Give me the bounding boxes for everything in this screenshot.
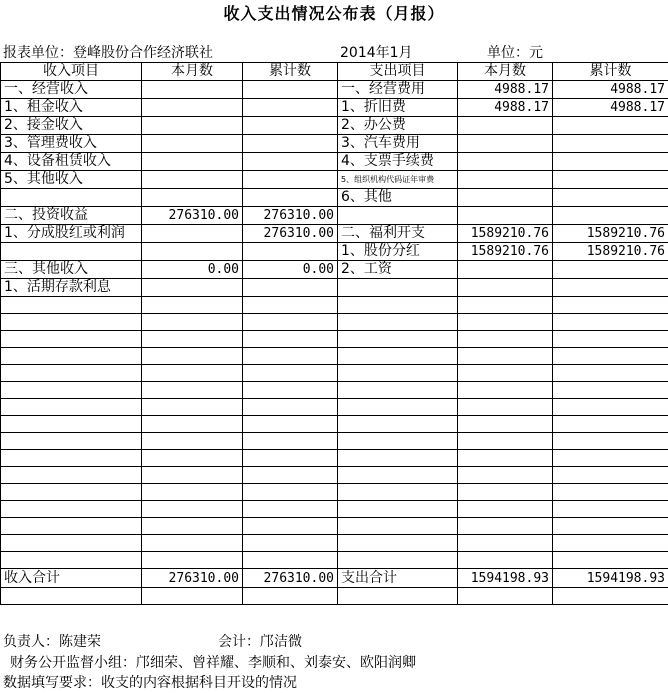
income-total-cell bbox=[243, 153, 338, 171]
fill-requirement-text: 数据填写要求：收支的内容根据科目开设的情况 bbox=[3, 673, 297, 693]
income-item-cell: 2、接金收入 bbox=[1, 117, 142, 135]
income-month-cell bbox=[142, 81, 243, 99]
expense-item-cell bbox=[338, 331, 458, 348]
page-title: 收入支出情况公布表（月报） bbox=[0, 0, 668, 28]
income-month-cell bbox=[142, 416, 243, 433]
income-item-cell bbox=[1, 450, 142, 467]
income-month-cell bbox=[142, 518, 243, 535]
income-total-cell: 276310.00 bbox=[243, 569, 338, 588]
expense-month-cell bbox=[458, 331, 553, 348]
expense-month-cell: 1594198.93 bbox=[458, 569, 553, 588]
expense-month-cell bbox=[458, 297, 553, 314]
expense-total-cell bbox=[553, 117, 668, 135]
expense-item-cell: 1、股份分红 bbox=[338, 243, 458, 261]
table-row bbox=[1, 99, 668, 117]
fill-requirement bbox=[0, 673, 668, 693]
expense-total-cell bbox=[553, 399, 668, 416]
income-total-cell bbox=[243, 348, 338, 365]
table-row bbox=[1, 535, 668, 552]
header-income-month: 本月数 bbox=[142, 63, 243, 81]
income-total-cell bbox=[243, 501, 338, 518]
expense-month-cell bbox=[458, 382, 553, 399]
income-month-cell: 276310.00 bbox=[142, 569, 243, 588]
expense-month-cell bbox=[458, 399, 553, 416]
income-item-cell: 一、经营收入 bbox=[1, 81, 142, 99]
expense-item-cell bbox=[338, 535, 458, 552]
expense-total-cell bbox=[553, 588, 668, 605]
expense-item-cell: 2、工资 bbox=[338, 261, 458, 279]
income-month-cell bbox=[142, 348, 243, 365]
income-total-cell: 276310.00 bbox=[243, 225, 338, 243]
expense-total-cell bbox=[553, 153, 668, 171]
income-item-cell bbox=[1, 518, 142, 535]
income-item-cell: 1、分成股红或利润 bbox=[1, 225, 142, 243]
expense-total-cell: 1589210.76 bbox=[553, 225, 668, 243]
expense-item-cell bbox=[338, 399, 458, 416]
income-item-cell bbox=[1, 382, 142, 399]
header-expense-total: 累计数 bbox=[553, 63, 668, 81]
income-item-cell bbox=[1, 552, 142, 569]
income-month-cell: 0.00 bbox=[142, 261, 243, 279]
income-item-cell: 二、投资收益 bbox=[1, 207, 142, 225]
income-total-cell bbox=[243, 382, 338, 399]
income-month-cell bbox=[142, 433, 243, 450]
income-month-cell bbox=[142, 314, 243, 331]
table-row bbox=[1, 399, 668, 416]
spacer bbox=[0, 28, 668, 42]
income-month-cell bbox=[142, 535, 243, 552]
income-total-cell bbox=[243, 135, 338, 153]
table-row bbox=[1, 331, 668, 348]
income-total-cell bbox=[243, 433, 338, 450]
income-total-cell bbox=[243, 484, 338, 501]
income-total-cell bbox=[243, 314, 338, 331]
expense-month-cell: 1589210.76 bbox=[458, 243, 553, 261]
expense-item-cell bbox=[338, 279, 458, 297]
table-row bbox=[1, 365, 668, 382]
income-month-cell bbox=[142, 399, 243, 416]
income-month-cell bbox=[142, 171, 243, 189]
expense-item-cell bbox=[338, 467, 458, 484]
expense-month-cell bbox=[458, 433, 553, 450]
table-row bbox=[1, 484, 668, 501]
income-month-cell bbox=[142, 331, 243, 348]
table-row bbox=[1, 518, 668, 535]
expense-total-cell bbox=[553, 314, 668, 331]
expense-month-cell bbox=[458, 588, 553, 605]
table-row bbox=[1, 569, 668, 588]
income-item-cell bbox=[1, 365, 142, 382]
expense-total-cell: 1594198.93 bbox=[553, 569, 668, 588]
income-total-cell bbox=[243, 552, 338, 569]
income-expense-table bbox=[0, 62, 668, 605]
expense-total-cell bbox=[553, 467, 668, 484]
table-row bbox=[1, 135, 668, 153]
expense-total-cell bbox=[553, 433, 668, 450]
income-total-cell bbox=[243, 535, 338, 552]
expense-month-cell bbox=[458, 552, 553, 569]
expense-total-cell bbox=[553, 365, 668, 382]
expense-total-cell bbox=[553, 348, 668, 365]
income-month-cell bbox=[142, 365, 243, 382]
table-header-row bbox=[1, 63, 668, 81]
expense-total-cell bbox=[553, 189, 668, 207]
currency-unit: 单位：元 bbox=[487, 42, 543, 64]
expense-total-cell bbox=[553, 207, 668, 225]
expense-month-cell bbox=[458, 171, 553, 189]
income-total-cell bbox=[243, 99, 338, 117]
reporting-unit: 报表单位：登峰股份合作经济联社 bbox=[3, 42, 213, 64]
expense-total-cell bbox=[553, 535, 668, 552]
income-month-cell bbox=[142, 467, 243, 484]
expense-total-cell: 4988.17 bbox=[553, 81, 668, 99]
income-month-cell bbox=[142, 99, 243, 117]
expense-item-cell: 二、福利开支 bbox=[338, 225, 458, 243]
income-month-cell bbox=[142, 225, 243, 243]
expense-item-cell bbox=[338, 416, 458, 433]
income-item-cell bbox=[1, 348, 142, 365]
income-item-cell: 收入合计 bbox=[1, 569, 142, 588]
expense-month-cell bbox=[458, 535, 553, 552]
table-row bbox=[1, 314, 668, 331]
expense-item-cell bbox=[338, 314, 458, 331]
expense-item-cell: 2、办公费 bbox=[338, 117, 458, 135]
income-item-cell bbox=[1, 331, 142, 348]
supervision-group bbox=[0, 653, 668, 673]
expense-month-cell bbox=[458, 189, 553, 207]
expense-item-cell: 5、组织机构代码证年审费 bbox=[338, 171, 458, 189]
income-item-cell: 1、活期存款利息 bbox=[1, 279, 142, 297]
expense-total-cell bbox=[553, 484, 668, 501]
income-month-cell bbox=[142, 501, 243, 518]
income-total-cell bbox=[243, 81, 338, 99]
income-item-cell: 3、管理费收入 bbox=[1, 135, 142, 153]
income-total-cell bbox=[243, 365, 338, 382]
expense-month-cell bbox=[458, 484, 553, 501]
expense-item-cell bbox=[338, 348, 458, 365]
income-month-cell bbox=[142, 588, 243, 605]
expense-item-cell bbox=[338, 552, 458, 569]
table-row bbox=[1, 433, 668, 450]
expense-month-cell bbox=[458, 135, 553, 153]
income-item-cell bbox=[1, 189, 142, 207]
table-row bbox=[1, 243, 668, 261]
signature-line bbox=[0, 632, 668, 652]
table-row bbox=[1, 153, 668, 171]
expense-total-cell bbox=[553, 552, 668, 569]
expense-item-cell: 3、汽车费用 bbox=[338, 135, 458, 153]
expense-total-cell bbox=[553, 450, 668, 467]
table-row bbox=[1, 450, 668, 467]
income-month-cell bbox=[142, 382, 243, 399]
expense-month-cell bbox=[458, 467, 553, 484]
income-month-cell bbox=[142, 450, 243, 467]
income-item-cell bbox=[1, 297, 142, 314]
income-month-cell bbox=[142, 243, 243, 261]
income-item-cell bbox=[1, 484, 142, 501]
income-month-cell bbox=[142, 189, 243, 207]
expense-item-cell bbox=[338, 588, 458, 605]
table-row bbox=[1, 348, 668, 365]
header-expense-month: 本月数 bbox=[458, 63, 553, 81]
income-month-cell bbox=[142, 135, 243, 153]
expense-month-cell bbox=[458, 450, 553, 467]
expense-total-cell bbox=[553, 518, 668, 535]
income-total-cell bbox=[243, 467, 338, 484]
income-total-cell bbox=[243, 171, 338, 189]
income-total-cell bbox=[243, 518, 338, 535]
expense-total-cell: 1589210.76 bbox=[553, 243, 668, 261]
table-row bbox=[1, 117, 668, 135]
expense-item-cell bbox=[338, 382, 458, 399]
expense-item-cell: 4、支票手续费 bbox=[338, 153, 458, 171]
income-month-cell bbox=[142, 279, 243, 297]
income-month-cell bbox=[142, 484, 243, 501]
expense-month-cell bbox=[458, 348, 553, 365]
table-row bbox=[1, 81, 668, 99]
table-row bbox=[1, 171, 668, 189]
income-total-cell bbox=[243, 279, 338, 297]
expense-month-cell bbox=[458, 207, 553, 225]
expense-month-cell bbox=[458, 261, 553, 279]
table-row bbox=[1, 279, 668, 297]
table-row bbox=[1, 552, 668, 569]
income-total-cell bbox=[243, 297, 338, 314]
expense-item-cell bbox=[338, 433, 458, 450]
income-month-cell bbox=[142, 297, 243, 314]
income-total-cell: 276310.00 bbox=[243, 207, 338, 225]
expense-total-cell bbox=[553, 135, 668, 153]
table-row bbox=[1, 588, 668, 605]
income-item-cell: 5、其他收入 bbox=[1, 171, 142, 189]
report-meta bbox=[0, 42, 668, 62]
income-total-cell bbox=[243, 399, 338, 416]
income-item-cell bbox=[1, 588, 142, 605]
income-total-cell bbox=[243, 416, 338, 433]
report-period: 2014年1月 bbox=[340, 42, 413, 64]
supervision-members: 财务公开监督小组：邝细荣、曾祥耀、李顺和、刘泰安、欧阳润卿 bbox=[10, 653, 416, 673]
table-row bbox=[1, 207, 668, 225]
income-item-cell bbox=[1, 467, 142, 484]
income-total-cell bbox=[243, 331, 338, 348]
table-row bbox=[1, 225, 668, 243]
expense-month-cell bbox=[458, 365, 553, 382]
expense-month-cell bbox=[458, 518, 553, 535]
expense-total-cell bbox=[553, 279, 668, 297]
expense-total-cell bbox=[553, 297, 668, 314]
expense-month-cell bbox=[458, 153, 553, 171]
expense-total-cell: 4988.17 bbox=[553, 99, 668, 117]
income-month-cell bbox=[142, 153, 243, 171]
expense-item-cell bbox=[338, 297, 458, 314]
expense-month-cell bbox=[458, 279, 553, 297]
income-item-cell bbox=[1, 243, 142, 261]
income-total-cell bbox=[243, 450, 338, 467]
expense-item-cell: 6、其他 bbox=[338, 189, 458, 207]
expense-item-cell: 1、折旧费 bbox=[338, 99, 458, 117]
header-income-total: 累计数 bbox=[243, 63, 338, 81]
income-total-cell: 0.00 bbox=[243, 261, 338, 279]
expense-item-cell bbox=[338, 365, 458, 382]
income-total-cell bbox=[243, 588, 338, 605]
income-item-cell: 1、租金收入 bbox=[1, 99, 142, 117]
income-item-cell bbox=[1, 399, 142, 416]
expense-total-cell bbox=[553, 331, 668, 348]
expense-month-cell bbox=[458, 501, 553, 518]
table-row bbox=[1, 467, 668, 484]
expense-total-cell bbox=[553, 382, 668, 399]
expense-total-cell bbox=[553, 171, 668, 189]
header-expense-item: 支出项目 bbox=[338, 63, 458, 81]
expense-month-cell: 1589210.76 bbox=[458, 225, 553, 243]
income-month-cell bbox=[142, 117, 243, 135]
expense-item-cell bbox=[338, 501, 458, 518]
header-income-item: 收入项目 bbox=[1, 63, 142, 81]
expense-month-cell: 4988.17 bbox=[458, 81, 553, 99]
table-row bbox=[1, 501, 668, 518]
income-item-cell bbox=[1, 433, 142, 450]
expense-total-cell bbox=[553, 261, 668, 279]
income-item-cell: 三、其他收入 bbox=[1, 261, 142, 279]
expense-month-cell: 4988.17 bbox=[458, 99, 553, 117]
income-item-cell bbox=[1, 314, 142, 331]
expense-item-cell bbox=[338, 484, 458, 501]
income-total-cell bbox=[243, 189, 338, 207]
income-item-cell bbox=[1, 535, 142, 552]
table-row bbox=[1, 297, 668, 314]
accountant: 会计：邝洁微 bbox=[218, 632, 302, 652]
responsible-person: 负责人：陈建荣 bbox=[3, 632, 101, 652]
table-row bbox=[1, 261, 668, 279]
income-item-cell bbox=[1, 416, 142, 433]
income-month-cell: 276310.00 bbox=[142, 207, 243, 225]
income-total-cell bbox=[243, 117, 338, 135]
income-total-cell bbox=[243, 243, 338, 261]
income-month-cell bbox=[142, 552, 243, 569]
expense-item-cell bbox=[338, 450, 458, 467]
expense-item-cell: 一、经营费用 bbox=[338, 81, 458, 99]
expense-month-cell bbox=[458, 314, 553, 331]
expense-item-cell: 支出合计 bbox=[338, 569, 458, 588]
expense-month-cell bbox=[458, 117, 553, 135]
expense-total-cell bbox=[553, 416, 668, 433]
expense-item-cell bbox=[338, 518, 458, 535]
expense-month-cell bbox=[458, 416, 553, 433]
table-row bbox=[1, 382, 668, 399]
income-item-cell: 4、设备租赁收入 bbox=[1, 153, 142, 171]
table-row bbox=[1, 189, 668, 207]
table-row bbox=[1, 416, 668, 433]
expense-total-cell bbox=[553, 501, 668, 518]
expense-item-cell bbox=[338, 207, 458, 225]
income-item-cell bbox=[1, 501, 142, 518]
